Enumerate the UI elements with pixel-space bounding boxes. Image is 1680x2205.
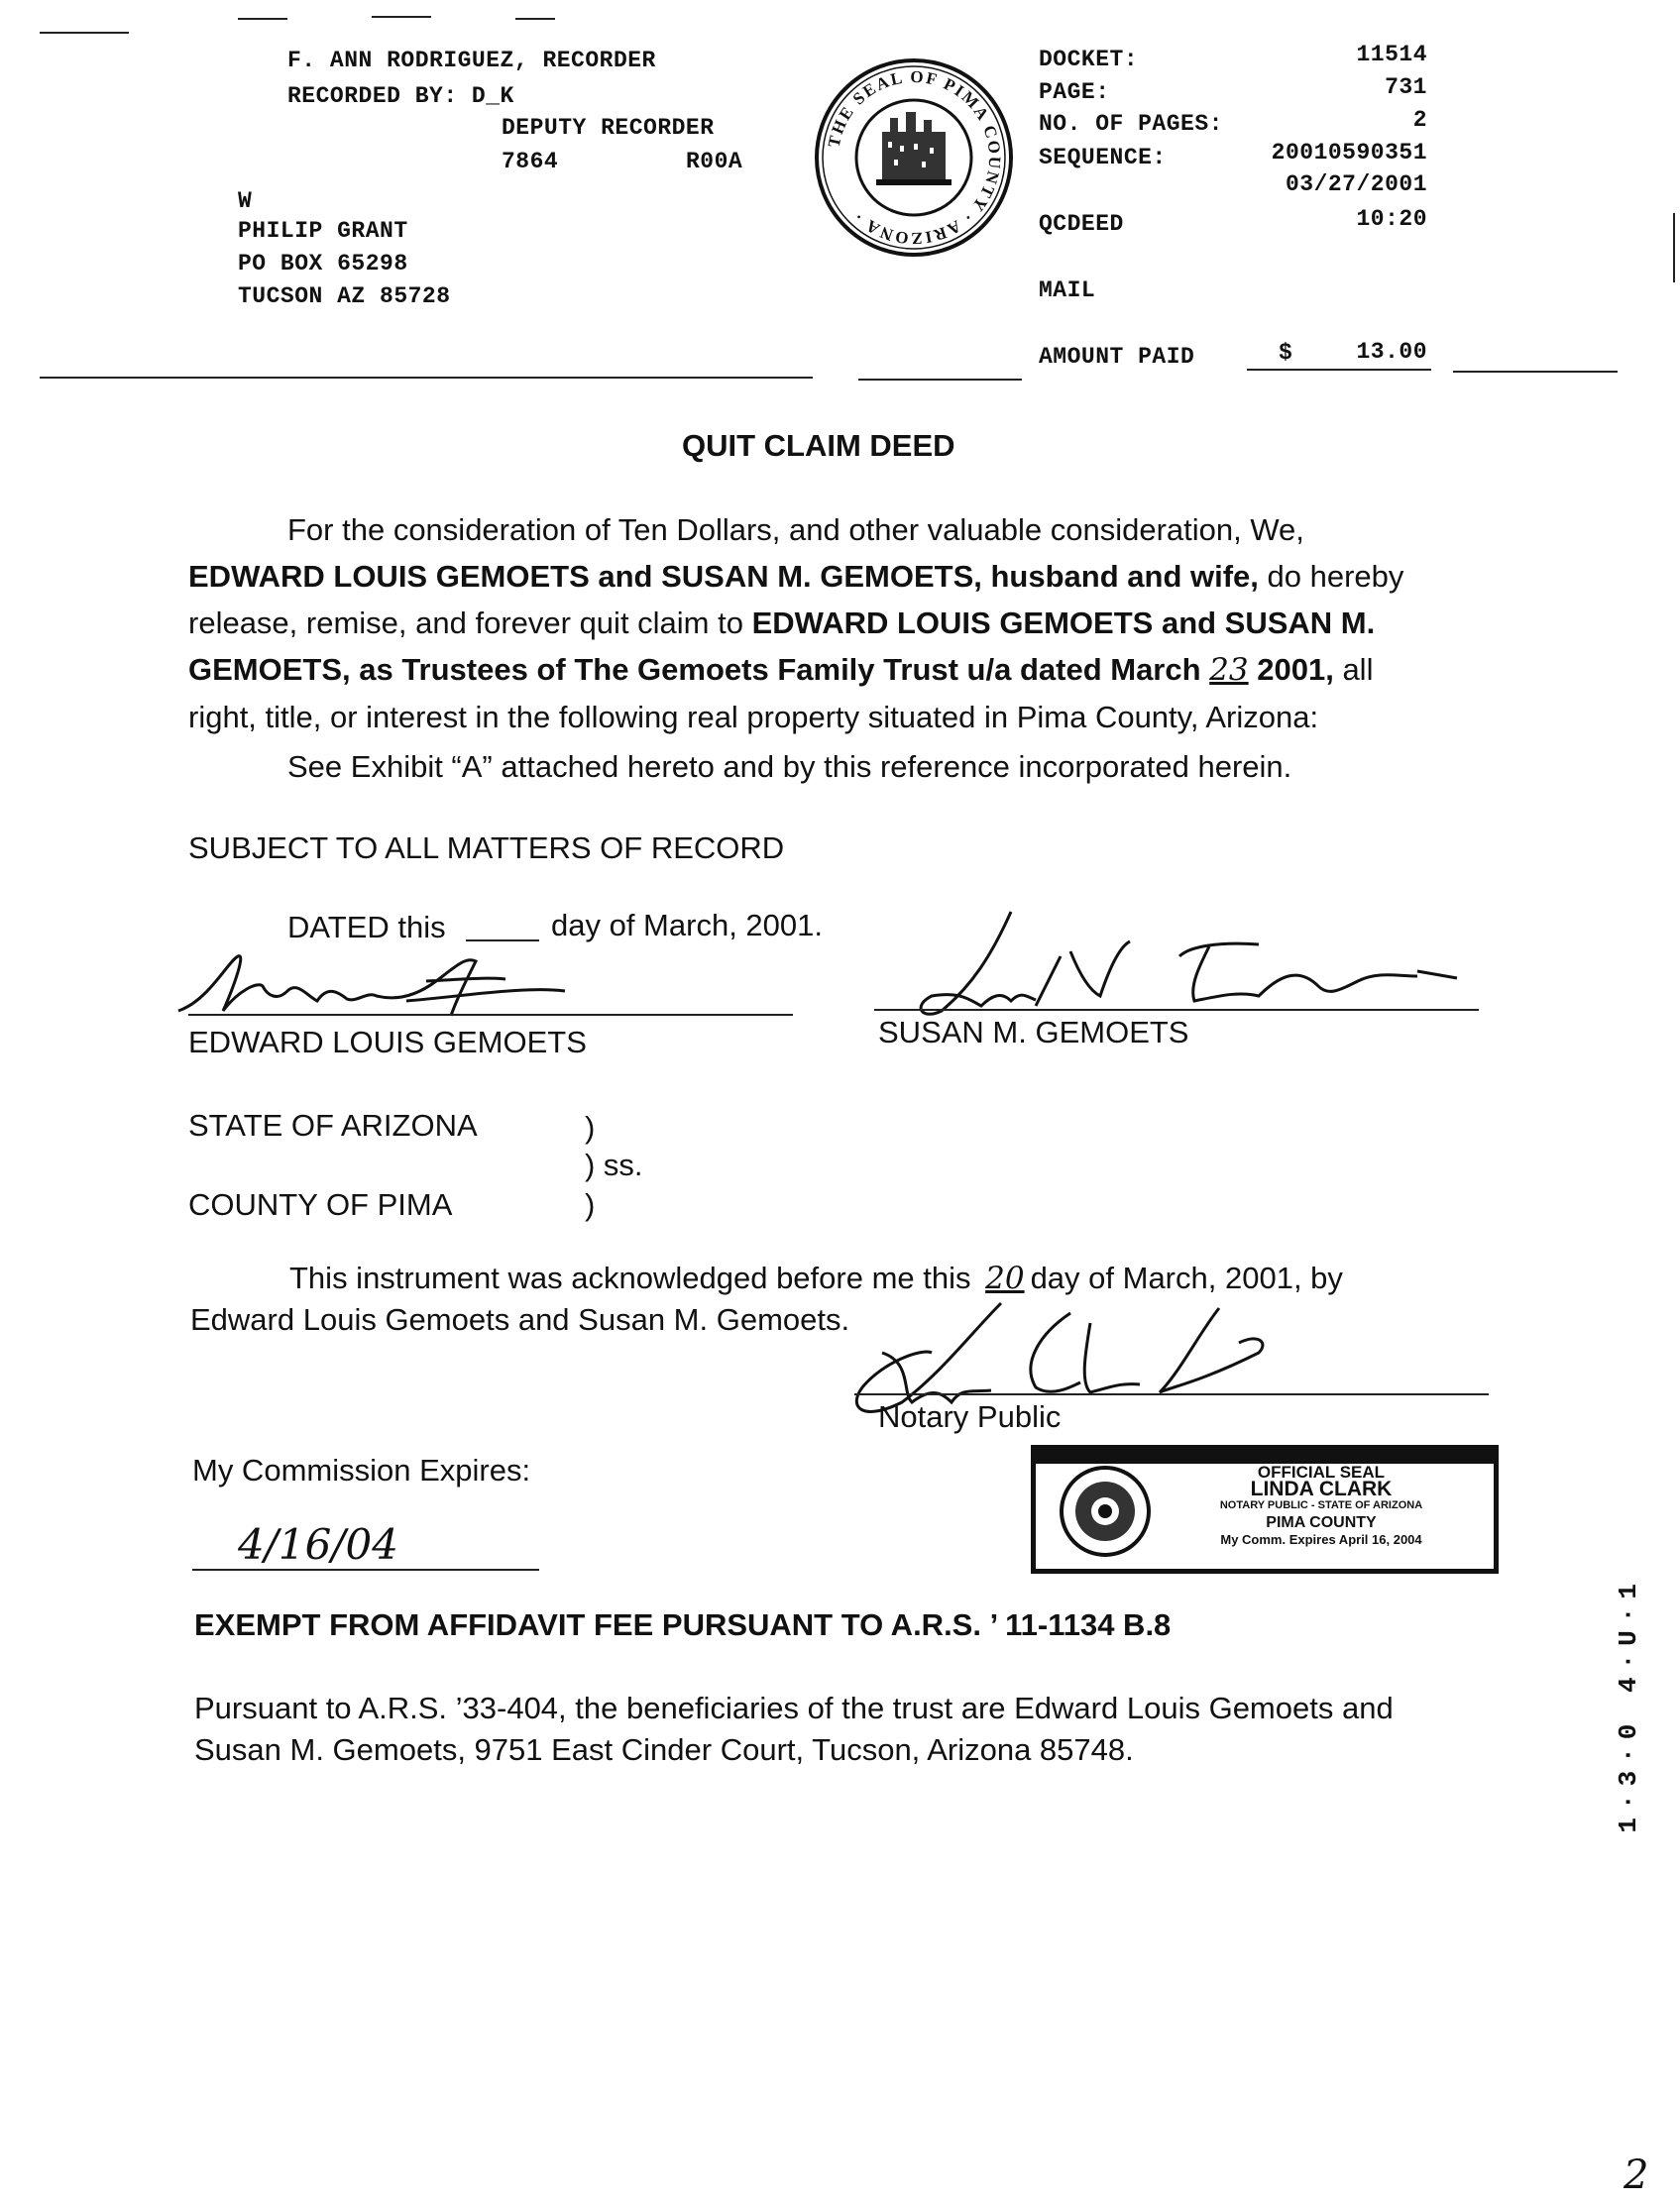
venue-paren-3: ) <box>585 1187 596 1222</box>
amount-value: 13.00 <box>1356 339 1427 365</box>
grantors: EDWARD LOUIS GEMOETS and SUSAN M. GEMOETS, husband and wife, <box>188 559 1259 594</box>
para-line-3 <box>188 600 1477 646</box>
deputy-code-right: R00A <box>686 149 743 174</box>
sequence-value: 20010590351 <box>1271 140 1427 165</box>
venue-state: STATE OF ARIZONA <box>188 1108 478 1143</box>
seal-line-2: LINDA CLARK <box>1250 1478 1393 1500</box>
record-date: 03/27/2001 <box>1285 171 1427 197</box>
dated-suffix: day of March, 2001. <box>551 908 823 942</box>
susan-signature-line <box>874 1009 1479 1011</box>
page-number: 2 <box>1624 2152 1649 2198</box>
docket-value: 11514 <box>1356 42 1427 67</box>
exhibit-reference: See Exhibit “A” attached hereto and by this reference incorporated herein. <box>287 749 1292 784</box>
notary-label: Notary Public <box>878 1399 1062 1434</box>
grantees-b: GEMOETS, as Trustees of The Gemoets Family Trust u/a dated March <box>188 652 1210 687</box>
sequence-label: SEQUENCE: <box>1039 145 1167 170</box>
right-edge-mark <box>1673 213 1675 282</box>
w-mark: W <box>238 188 253 214</box>
amount-currency: $ <box>1279 340 1293 366</box>
edward-signature-icon <box>168 941 724 1031</box>
para-line-3-start: release, remise, and forever quit claim to <box>188 606 752 640</box>
arizona-seal-icon <box>1058 1464 1153 1559</box>
para-line-2-rest: do hereby <box>1258 559 1404 594</box>
notary-seal-text <box>1173 1464 1470 1548</box>
venue-county: COUNTY OF PIMA <box>188 1187 453 1222</box>
commission-date-line <box>192 1569 539 1571</box>
document-type: QCDEED <box>1039 211 1124 237</box>
ack-day-handwritten: 20 <box>985 1261 1025 1296</box>
addressee-box: PO BOX 65298 <box>238 251 408 276</box>
recorded-by: RECORDED BY: D_K <box>287 83 514 109</box>
seal-line-5: My Comm. Expires April 16, 2004 <box>1220 1532 1422 1547</box>
grantees-a: EDWARD LOUIS GEMOETS and SUSAN M. <box>751 606 1376 640</box>
commission-label: My Commission Expires: <box>192 1453 531 1488</box>
notary-seal-stamp <box>1031 1445 1499 1574</box>
venue-paren-1: ) <box>585 1110 596 1145</box>
edward-signature-line <box>188 1014 793 1016</box>
susan-name: SUSAN M. GEMOETS <box>878 1015 1189 1049</box>
beneficiaries-line-1: Pursuant to A.R.S. ’33-404, the beneficiaries of the trust are Edward Louis Gemoets and <box>194 1691 1394 1725</box>
para-line-4 <box>188 646 1477 694</box>
ack-line-2: Edward Louis Gemoets and Susan M. Gemoets. <box>190 1302 850 1337</box>
recorder-name: F. ANN RODRIGUEZ, RECORDER <box>287 48 656 73</box>
page-label: PAGE: <box>1039 79 1110 105</box>
beneficiaries-line-2: Susan M. Gemoets, 9751 East Cinder Court, Tucson, Arizona 85748. <box>194 1732 1134 1767</box>
docket-label: DOCKET: <box>1039 47 1139 72</box>
scan-mark <box>238 18 287 20</box>
commission-date-handwritten: 4/16/04 <box>238 1520 398 1569</box>
deputy-code-left: 7864 <box>502 149 559 174</box>
deputy-recorder: DEPUTY RECORDER <box>502 115 715 141</box>
susan-signature-icon <box>862 897 1477 1026</box>
margin-stamp: 1·3·0 4·U·1 <box>1614 1576 1643 1833</box>
amount-underline <box>1247 369 1431 371</box>
addressee-name: PHILIP GRANT <box>238 218 408 244</box>
ack-prefix: This instrument was acknowledged before me this <box>289 1261 980 1295</box>
svg-text:THE SEAL OF PIMA COUNTY · ARIZ: THE SEAL OF PIMA COUNTY · ARIZONA · <box>824 66 1005 249</box>
scan-mark <box>372 16 431 18</box>
record-time: 10:20 <box>1356 206 1427 232</box>
header-rule-left <box>40 377 813 379</box>
header-rule-right <box>1453 371 1618 373</box>
ack-line-1 <box>289 1261 1343 1296</box>
pages-label: NO. OF PAGES: <box>1039 111 1223 137</box>
addressee-city: TUCSON AZ 85728 <box>238 283 451 309</box>
amount-label: AMOUNT PAID <box>1039 344 1195 370</box>
page-value: 731 <box>1385 74 1427 100</box>
edward-name: EDWARD LOUIS GEMOETS <box>188 1025 587 1059</box>
seal-line-4: PIMA COUNTY <box>1266 1514 1377 1531</box>
venue-ss: ) ss. <box>585 1148 643 1182</box>
trust-day-handwritten: 23 <box>1209 652 1249 688</box>
para-line-1: For the consideration of Ten Dollars, and other valuable consideration, We, <box>287 512 1304 547</box>
document-title: QUIT CLAIM DEED <box>682 428 955 463</box>
consideration-paragraph <box>188 506 1477 740</box>
para-line-4-rest: all <box>1333 652 1374 687</box>
para-line-5: right, title, or interest in the following real property situated in Pima County, Arizona: <box>188 700 1319 734</box>
header-rule-mid <box>858 379 1022 381</box>
notary-signature-line <box>854 1393 1489 1395</box>
pima-county-seal-icon <box>811 55 1017 261</box>
dated-prefix: DATED this <box>287 910 446 944</box>
exempt-statement: EXEMPT FROM AFFIDAVIT FEE PURSUANT TO A.R.S. ’ 11-1134 B.8 <box>194 1607 1172 1642</box>
scan-mark <box>40 32 129 34</box>
pages-value: 2 <box>1412 107 1427 133</box>
trust-year: 2001, <box>1248 652 1334 687</box>
scan-mark <box>515 18 555 20</box>
seal-line-1: OFFICIAL SEAL <box>1257 1463 1386 1482</box>
seal-shadow-top <box>1036 1450 1494 1464</box>
delivery-method: MAIL <box>1039 277 1096 303</box>
subject-clause: SUBJECT TO ALL MATTERS OF RECORD <box>188 830 785 865</box>
seal-line-3: NOTARY PUBLIC - STATE OF ARIZONA <box>1219 1499 1423 1511</box>
ack-suffix: day of March, 2001, by <box>1030 1261 1343 1295</box>
para-line-2 <box>188 553 1477 600</box>
